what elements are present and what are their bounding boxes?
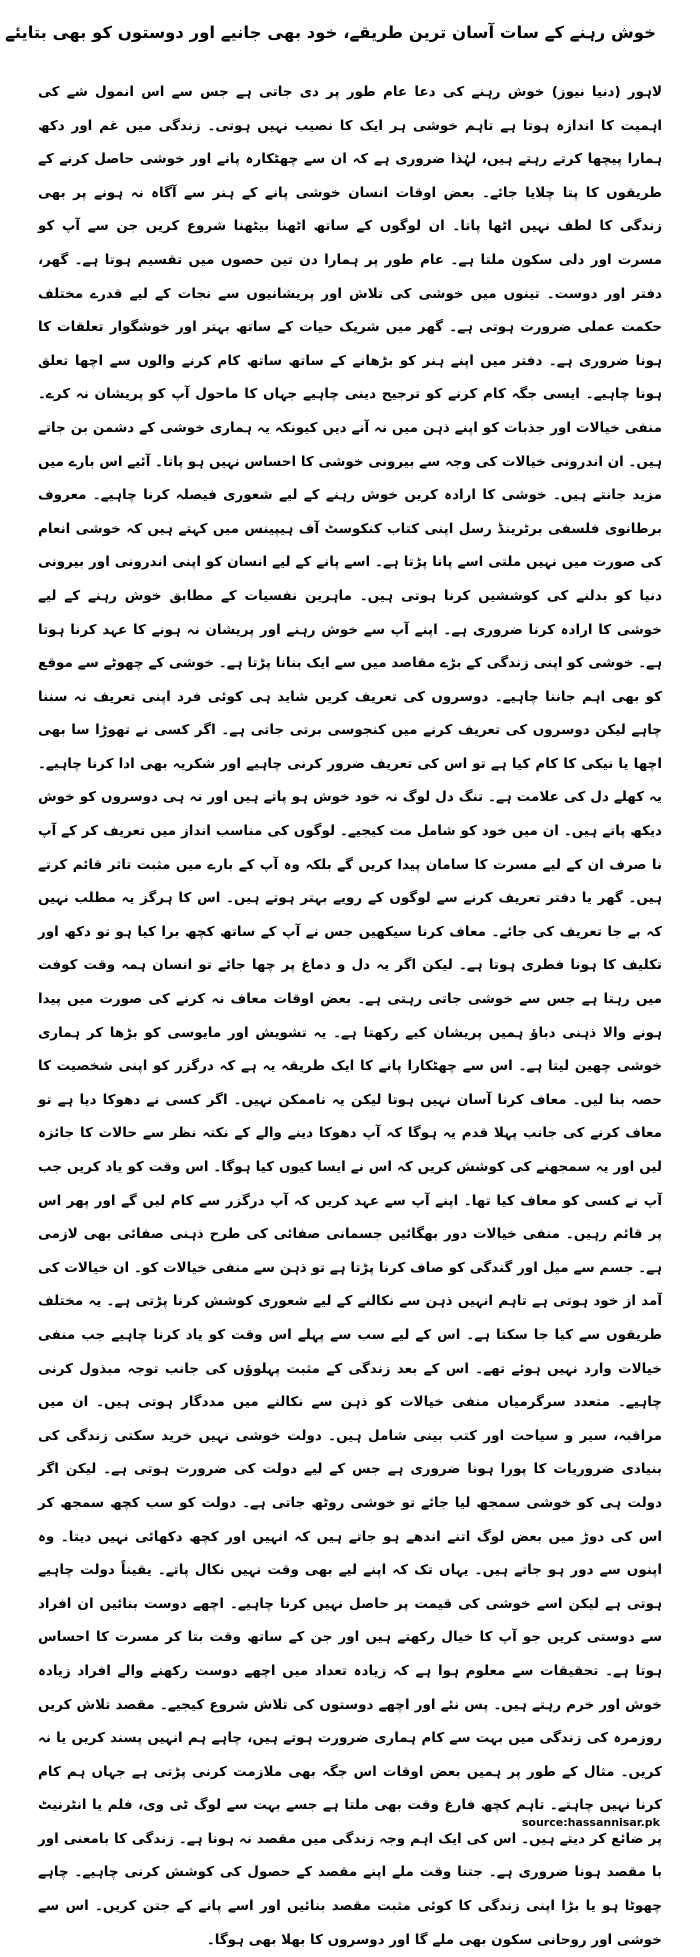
- article-title: خوش رہنے کے سات آسان ترین طریقے، خود بھی جانیے اور دوستوں کو بھی بتایئے: [5, 23, 656, 42]
- article-body: لاہور (دنیا نیوز) خوش رہنے کی دعا عام طور پر دی جاتی ہے جس سے اس انمول شے کی اہمیت کا اندازہ ہوتا ہے تاہم خوشی ہر ایک کا نصیب نہیں ہوتی۔ زندگی میں غم اور دکھ ہمارا پیچھا کرتے رہتے ہیں، لہٰذا ضروری ہے کہ ان سے چھٹکارہ پانے اور خوشی حاصل کرنے کے طریقوں کا پتا چلایا جائے۔ بعض اوقات انسان خوشی پانے کے ہنر سے آگاہ نہ ہونے پر بھی زندگی کا لطف نہیں اٹھا پاتا۔ ان لوگوں کے ساتھ اٹھنا بیٹھنا شروع کریں جن سے آپ کو مسرت اور دلی سکون ملتا ہے۔ عام طور پر ہمارا دن تین حصوں میں تقسیم ہوتا ہے۔ گھر، دفتر اور دوست۔ تینوں میں خوشی کی تلاش اور پریشانیوں سے نجات کے لیے قدرے مختلف حکمت عملی ضرورت ہوتی ہے۔ گھر میں شریک حیات کے ساتھ بہتر اور خوشگوار تعلقات کا ہونا ضروری ہے۔ دفتر میں اپنے ہنر کو بڑھانے کے ساتھ ساتھ کام کرنے والوں سے اچھا تعلق ہونا چاہیے۔ ایسی جگہ کام کرنے کو ترجیح دینی چاہیے جہاں کا ماحول آپ کو پریشان نہ کرے۔ منفی خیالات اور جذبات کو اپنے ذہن میں نہ آنے دیں کیونکہ یہ ہماری خوشی کے دشمن بن جاتے ہیں۔ ان اندرونی خیالات کی وجہ سے بیرونی خوشی کا احساس نہیں ہو پاتا۔ آئیے اس بارے میں مزید جانتے ہیں۔ خوشی کا ارادہ کریں خوش رہنے کے لیے شعوری فیصلہ کرنا چاہیے۔ معروف برطانوی فلسفی برٹرینڈ رسل اپنی کتاب کنکوسٹ آف ہیپینس میں کہتے ہیں کہ خوشی انعام کی صورت میں نہیں ملتی اسے پانا پڑتا ہے۔ اسے پانے کے لیے انسان کو اپنی اندرونی اور بیرونی دنیا کو بدلنے کی کوششیں کرنا ہوتی ہیں۔ ماہرین نفسیات کے مطابق خوش رہنے کے لیے خوشی کا ارادہ کرنا ضروری ہے۔ اپنے آپ سے خوش رہنے اور پریشان نہ ہونے کا عہد کرنا ہوتا ہے۔ خوشی کو اپنی زندگی کے بڑے مقاصد میں سے ایک بنانا پڑتا ہے۔ خوشی کے چھوٹے سے موقع کو بھی اہم جاننا چاہیے۔ دوسروں کی تعریف کریں شاید ہی کوئی فرد اپنی تعریف نہ سننا چاہے لیکن دوسروں کی تعریف کرنے میں کنجوسی برتی جاتی ہے۔ اگر کسی نے تھوڑا سا بھی اچھا یا نیکی کا کام کیا ہے تو اس کی تعریف ضرور کرنی چاہیے اور شکریہ بھی ادا کرنا چاہیے۔ یہ کھلے دل کی علامت ہے۔ تنگ دل لوگ نہ خود خوش ہو پاتے ہیں اور نہ ہی دوسروں کو خوش دیکھ پاتے ہیں۔ ان میں خود کو شامل مت کیجیے۔ لوگوں کی مناسب انداز میں تعریف کر کے آپ نا صرف ان کے لیے مسرت کا سامان پیدا کریں گے بلکہ وہ آپ کے بارے میں مثبت تاثر قائم کرتے ہیں۔ گھر یا دفتر تعریف کرنے سے لوگوں کے رویے بہتر ہوتے ہیں۔ اس کا ہرگز یہ مطلب نہیں کہ بے جا تعریف کی جائے۔ معاف کرنا سیکھیں جس نے آپ کے ساتھ کچھ برا کیا ہو تو دکھ اور تکلیف کا ہونا فطری ہوتا ہے۔ لیکن اگر یہ دل و دماغ پر چھا جائے تو انسان ہمہ وقت کوفت میں رہتا ہے جس سے خوشی جاتی رہتی ہے۔ بعض اوقات معاف نہ کرنے کی صورت میں پیدا ہونے والا ذہنی دباؤ ہمیں پریشان کیے رکھتا ہے۔ یہ تشویش اور مایوسی کو بڑھا کر ہماری خوشی چھین لیتا ہے۔ اس سے چھٹکارا پانے کا ایک طریقہ یہ ہے کہ درگزر کو اپنی شخصیت کا حصہ بنا لیں۔ معاف کرنا آسان نہیں ہوتا لیکن یہ ناممکن نہیں۔ اگر کسی نے دھوکا دیا ہے تو معاف کرنے کی جانب پہلا قدم یہ ہوگا کہ آپ دھوکا دینے والے کے نکتہ نظر سے حالات کا جائزہ لیں اور یہ سمجھنے کی کوشش کریں کہ اس نے ایسا کیوں کیا ہوگا۔ اس وقت کو یاد کریں جب آپ نے کسی کو معاف کیا تھا۔ اپنے آپ سے عہد کریں کہ آپ درگزر سے کام لیں گے اور پھر اس پر قائم رہیں۔ منفی خیالات دور بھگائیں جسمانی صفائی کی طرح ذہنی صفائی بھی لازمی ہے۔ جسم سے میل اور گندگی کو صاف کرنا پڑتا ہے تو ذہن سے منفی خیالات کو۔ ان خیالات کی آمد از خود ہوتی ہے تاہم انہیں ذہن سے نکالنے کے لیے شعوری کوشش کرنا پڑتی ہے۔ یہ مختلف طریقوں سے کیا جا سکتا ہے۔ اس کے لیے سب سے پہلے اس وقت کو یاد کرنا چاہیے جب منفی خیالات وارد نہیں ہوئے تھے۔ اس کے بعد زندگی کے مثبت پہلوؤں کی جانب توجہ مبذول کرنی چاہیے۔ متعدد سرگرمیاں منفی خیالات کو ذہن سے نکالنے میں مددگار ہوتی ہیں۔ ان میں مراقبہ، سیر و سیاحت اور کتب بینی شامل ہیں۔ دولت خوشی نہیں خرید سکتی زندگی کی بنیادی ضروریات کا پورا ہونا ضروری ہے جس کے لیے دولت کی ضرورت ہوتی ہے۔ لیکن اگر دولت ہی کو خوشی سمجھ لیا جائے تو خوشی روٹھ جاتی ہے۔ دولت کو سب کچھ سمجھ کر اس کی دوڑ میں بعض لوگ اتنے اندھے ہو جاتے ہیں کہ انہیں اور کچھ دکھائی نہیں دیتا۔ وہ اپنوں سے دور ہو جاتے ہیں۔ یہاں تک کہ اپنے لیے بھی وقت نہیں نکال پاتے۔ یقیناً دولت چاہیے ہوتی ہے لیکن اسے خوشی کی قیمت پر حاصل نہیں کرنا چاہیے۔ اچھے دوست بنائیں ان افراد سے دوستی کریں جو آپ کا خیال رکھتے ہیں اور جن کے ساتھ وقت بتا کر مسرت کا احساس ہوتا ہے۔ تحقیقات سے معلوم ہوا ہے کہ زیادہ تعداد میں اچھے دوست رکھنے والے افراد زیادہ خوش اور خرم رہتے ہیں۔ پس نئے اور اچھے دوستوں کی تلاش شروع کیجیے۔ مقصد تلاش کریں روزمرہ کی زندگی میں بہت سے کام ہماری ضرورت ہوتے ہیں، چاہے ہم انہیں پسند کریں یا نہ کریں۔ مثال کے طور پر ہمیں بعض اوقات اس جگہ بھی ملازمت کرنی پڑتی ہے جہاں ہم کام کرنا نہیں چاہتے۔ تاہم کچھ فارغ وقت بھی ملتا ہے جسے بہت سے لوگ ٹی وی، فلم یا انٹرنیٹ پر ضائع کر دیتے ہیں۔ اس کی ایک اہم وجہ زندگی میں مقصد نہ ہونا ہے۔ زندگی کا بامعنی اور با مقصد ہونا ضروری ہے۔ جتنا وقت ملے اپنے مقصد کے حصول کی کوشش کرنی چاہیے۔ چاہے چھوٹا ہو یا بڑا اپنی زندگی کا کوئی مثبت مقصد بنائیں اور اسے پانے کے جتن کریں۔ اس سے خوشی اور روحانی سکون بھی ملے گا اور دوسروں کا بھلا بھی ہوگا۔: [38, 84, 662, 1948]
- source-credit: source:hassannisar.pk: [521, 1816, 660, 1829]
